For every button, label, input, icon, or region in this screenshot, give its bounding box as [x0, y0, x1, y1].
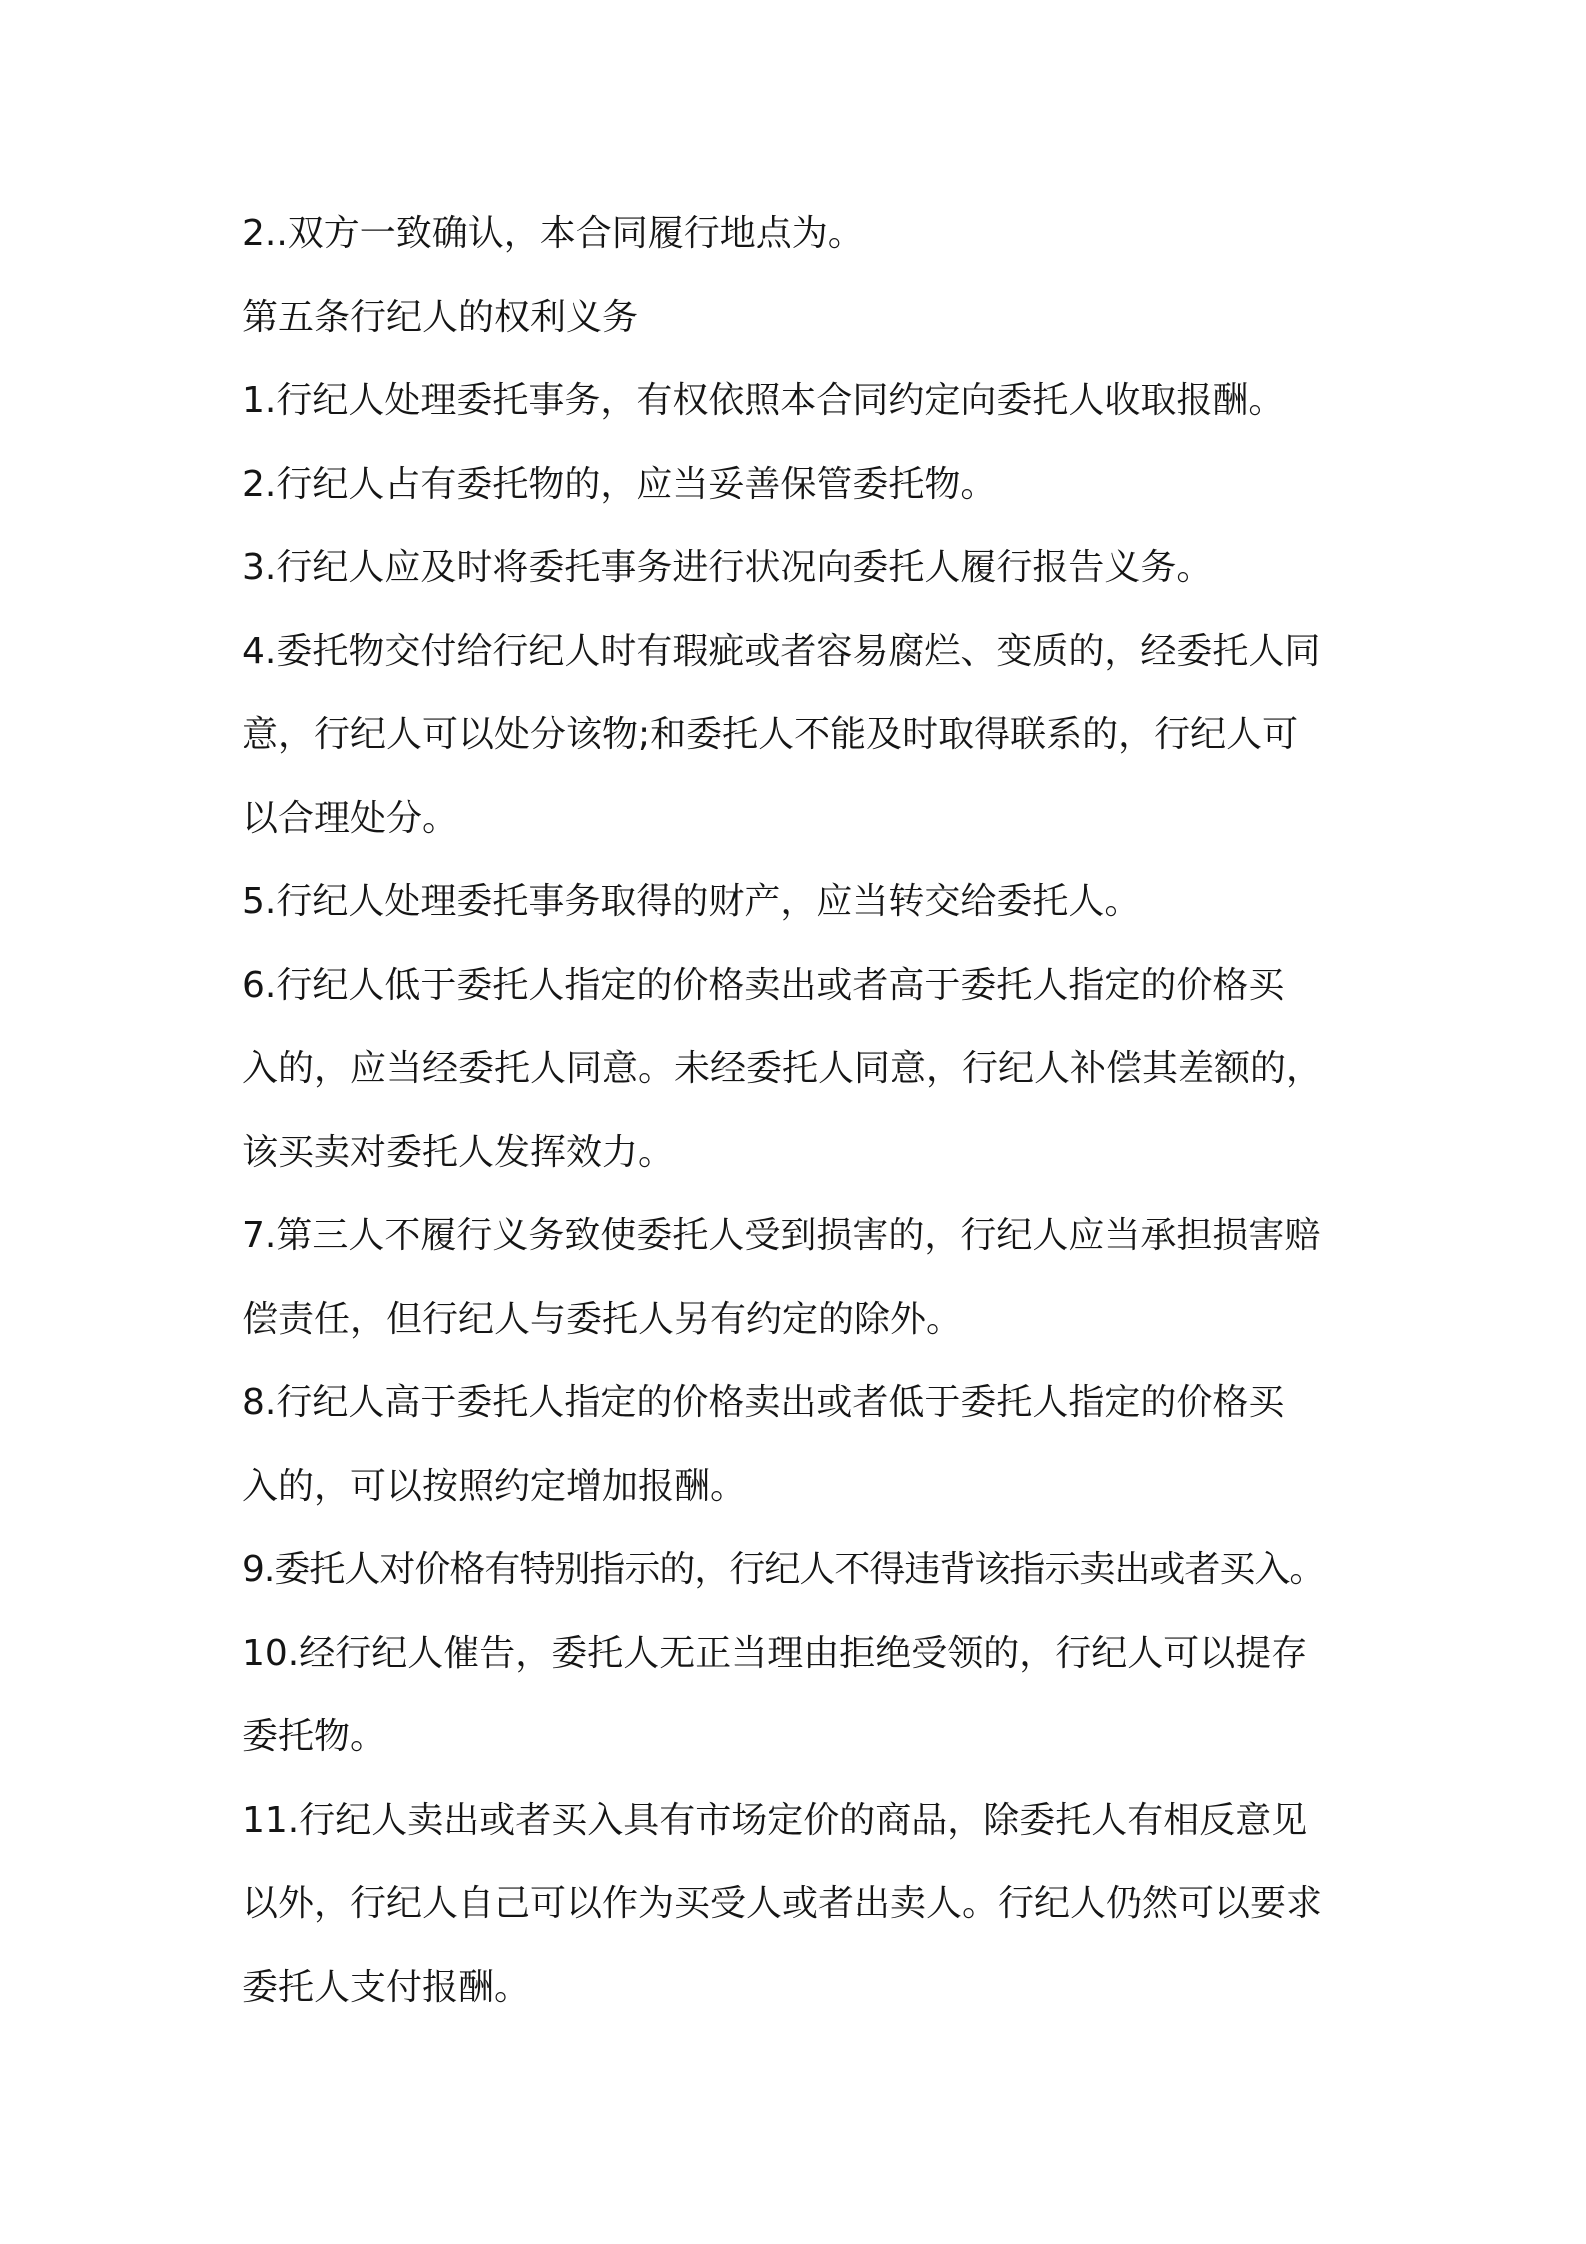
text-line-9: 5.行纪人处理委托事务取得的财产，应当转交给委托人。: [242, 881, 1141, 922]
text-line-8: 以合理处分。: [242, 797, 459, 839]
text-line-22: 委托人支付报酬。: [242, 1966, 531, 2008]
text-line-6: 4.委托物交付给行纪人时有瑕疵或者容易腐烂、变质的，经委托人同: [242, 630, 1321, 672]
text-line-21: 以外，行纪人自己可以作为买受人或者出卖人。行纪人仍然可以要求: [242, 1883, 1323, 1924]
text-line-4: 2.行纪人占有委托物的，应当妥善保管委托物。: [242, 463, 997, 505]
text-line-14: 偿责任，但行纪人与委托人另有约定的除外。: [242, 1298, 963, 1340]
text-line-11: 入的，应当经委托人同意。未经委托人同意，行纪人补偿其差额的，: [242, 1048, 1323, 1089]
text-line-7: 意，行纪人可以处分该物;和委托人不能及时取得联系的，行纪人可: [242, 714, 1299, 755]
text-line-17: 9.委托人对价格有特别指示的，行纪人不得违背该指示卖出或者买入。: [242, 1549, 1325, 1590]
text-line-16: 入的，可以按照约定增加报酬。: [242, 1465, 747, 1507]
text-line-15: 8.行纪人高于委托人指定的价格卖出或者低于委托人指定的价格买: [242, 1382, 1285, 1423]
text-line-18: 10.经行纪人催告，委托人无正当理由拒绝受领的，行纪人可以提存: [242, 1632, 1308, 1674]
text-line-5: 3.行纪人应及时将委托事务进行状况向委托人履行报告义务。: [242, 547, 1213, 588]
text-line-10: 6.行纪人低于委托人指定的价格卖出或者高于委托人指定的价格买: [242, 964, 1285, 1006]
text-line-12: 该买卖对委托人发挥效力。: [242, 1131, 675, 1173]
text-line-3: 1.行纪人处理委托事务，有权依照本合同约定向委托人收取报酬。: [242, 380, 1285, 421]
document-body: [242, 192, 1382, 2029]
section-heading: 第五条行纪人的权利义务: [242, 296, 639, 338]
text-line-13: 7.第三人不履行义务致使委托人受到损害的，行纪人应当承担损害赔: [242, 1215, 1321, 1256]
text-line-1: 2..双方一致确认，本合同履行地点为。: [242, 213, 864, 254]
text-line-20: 11.行纪人卖出或者买入具有市场定价的商品，除委托人有相反意见: [242, 1799, 1308, 1841]
text-line-19: 委托物。: [242, 1716, 387, 1757]
